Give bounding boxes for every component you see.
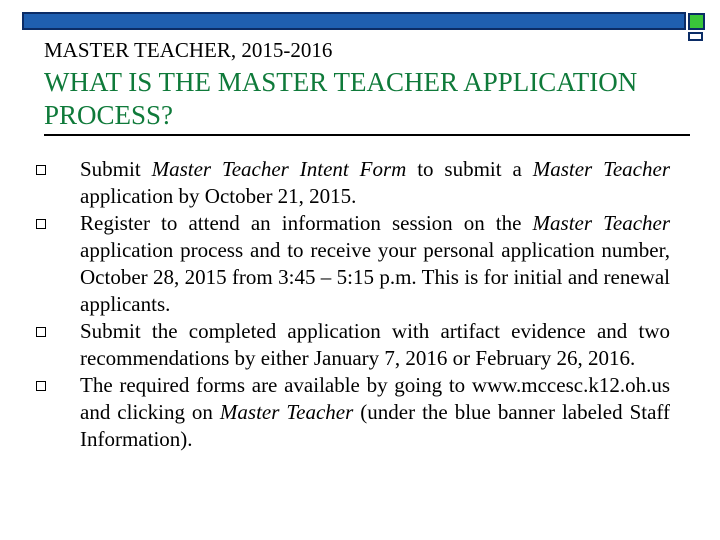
bullet-item bbox=[36, 210, 670, 318]
decorative-top-bar bbox=[22, 12, 686, 30]
title-divider bbox=[44, 134, 690, 136]
square-bullet-icon bbox=[36, 381, 46, 391]
bullet-item bbox=[36, 156, 670, 210]
slide-title: WHAT IS THE MASTER TEACHER APPLICATION PROCESS? bbox=[44, 67, 638, 130]
decorative-corner-square bbox=[688, 13, 705, 30]
bullet-list bbox=[36, 156, 670, 453]
bullet-text: Submit Master Teacher Intent Form to submit a Master Teacher application by October 21, 2015. bbox=[80, 157, 670, 208]
bullet-text: Register to attend an information session on the Master Teacher application process and to receive your personal application number, October 28, 2015 from 3:45 – 5:15 p.m. This is for initial and renewal applicants. bbox=[80, 211, 671, 316]
square-bullet-icon bbox=[36, 165, 46, 175]
square-bullet-icon bbox=[36, 219, 46, 229]
decorative-corner-square-small bbox=[688, 32, 703, 41]
slide-subtitle: MASTER TEACHER, 2015-2016 bbox=[44, 38, 333, 62]
bullet-item bbox=[36, 372, 670, 453]
bullet-text: The required forms are available by going to www.mccesc.k12.oh.us and clicking on Master Teacher (under the blue banner labeled Staff Information). bbox=[80, 373, 671, 451]
bullet-item bbox=[36, 318, 670, 372]
square-bullet-icon bbox=[36, 327, 46, 337]
bullet-text: Submit the completed application with artifact evidence and two recommendations by either January 7, 2016 or February 26, 2016. bbox=[80, 319, 670, 370]
